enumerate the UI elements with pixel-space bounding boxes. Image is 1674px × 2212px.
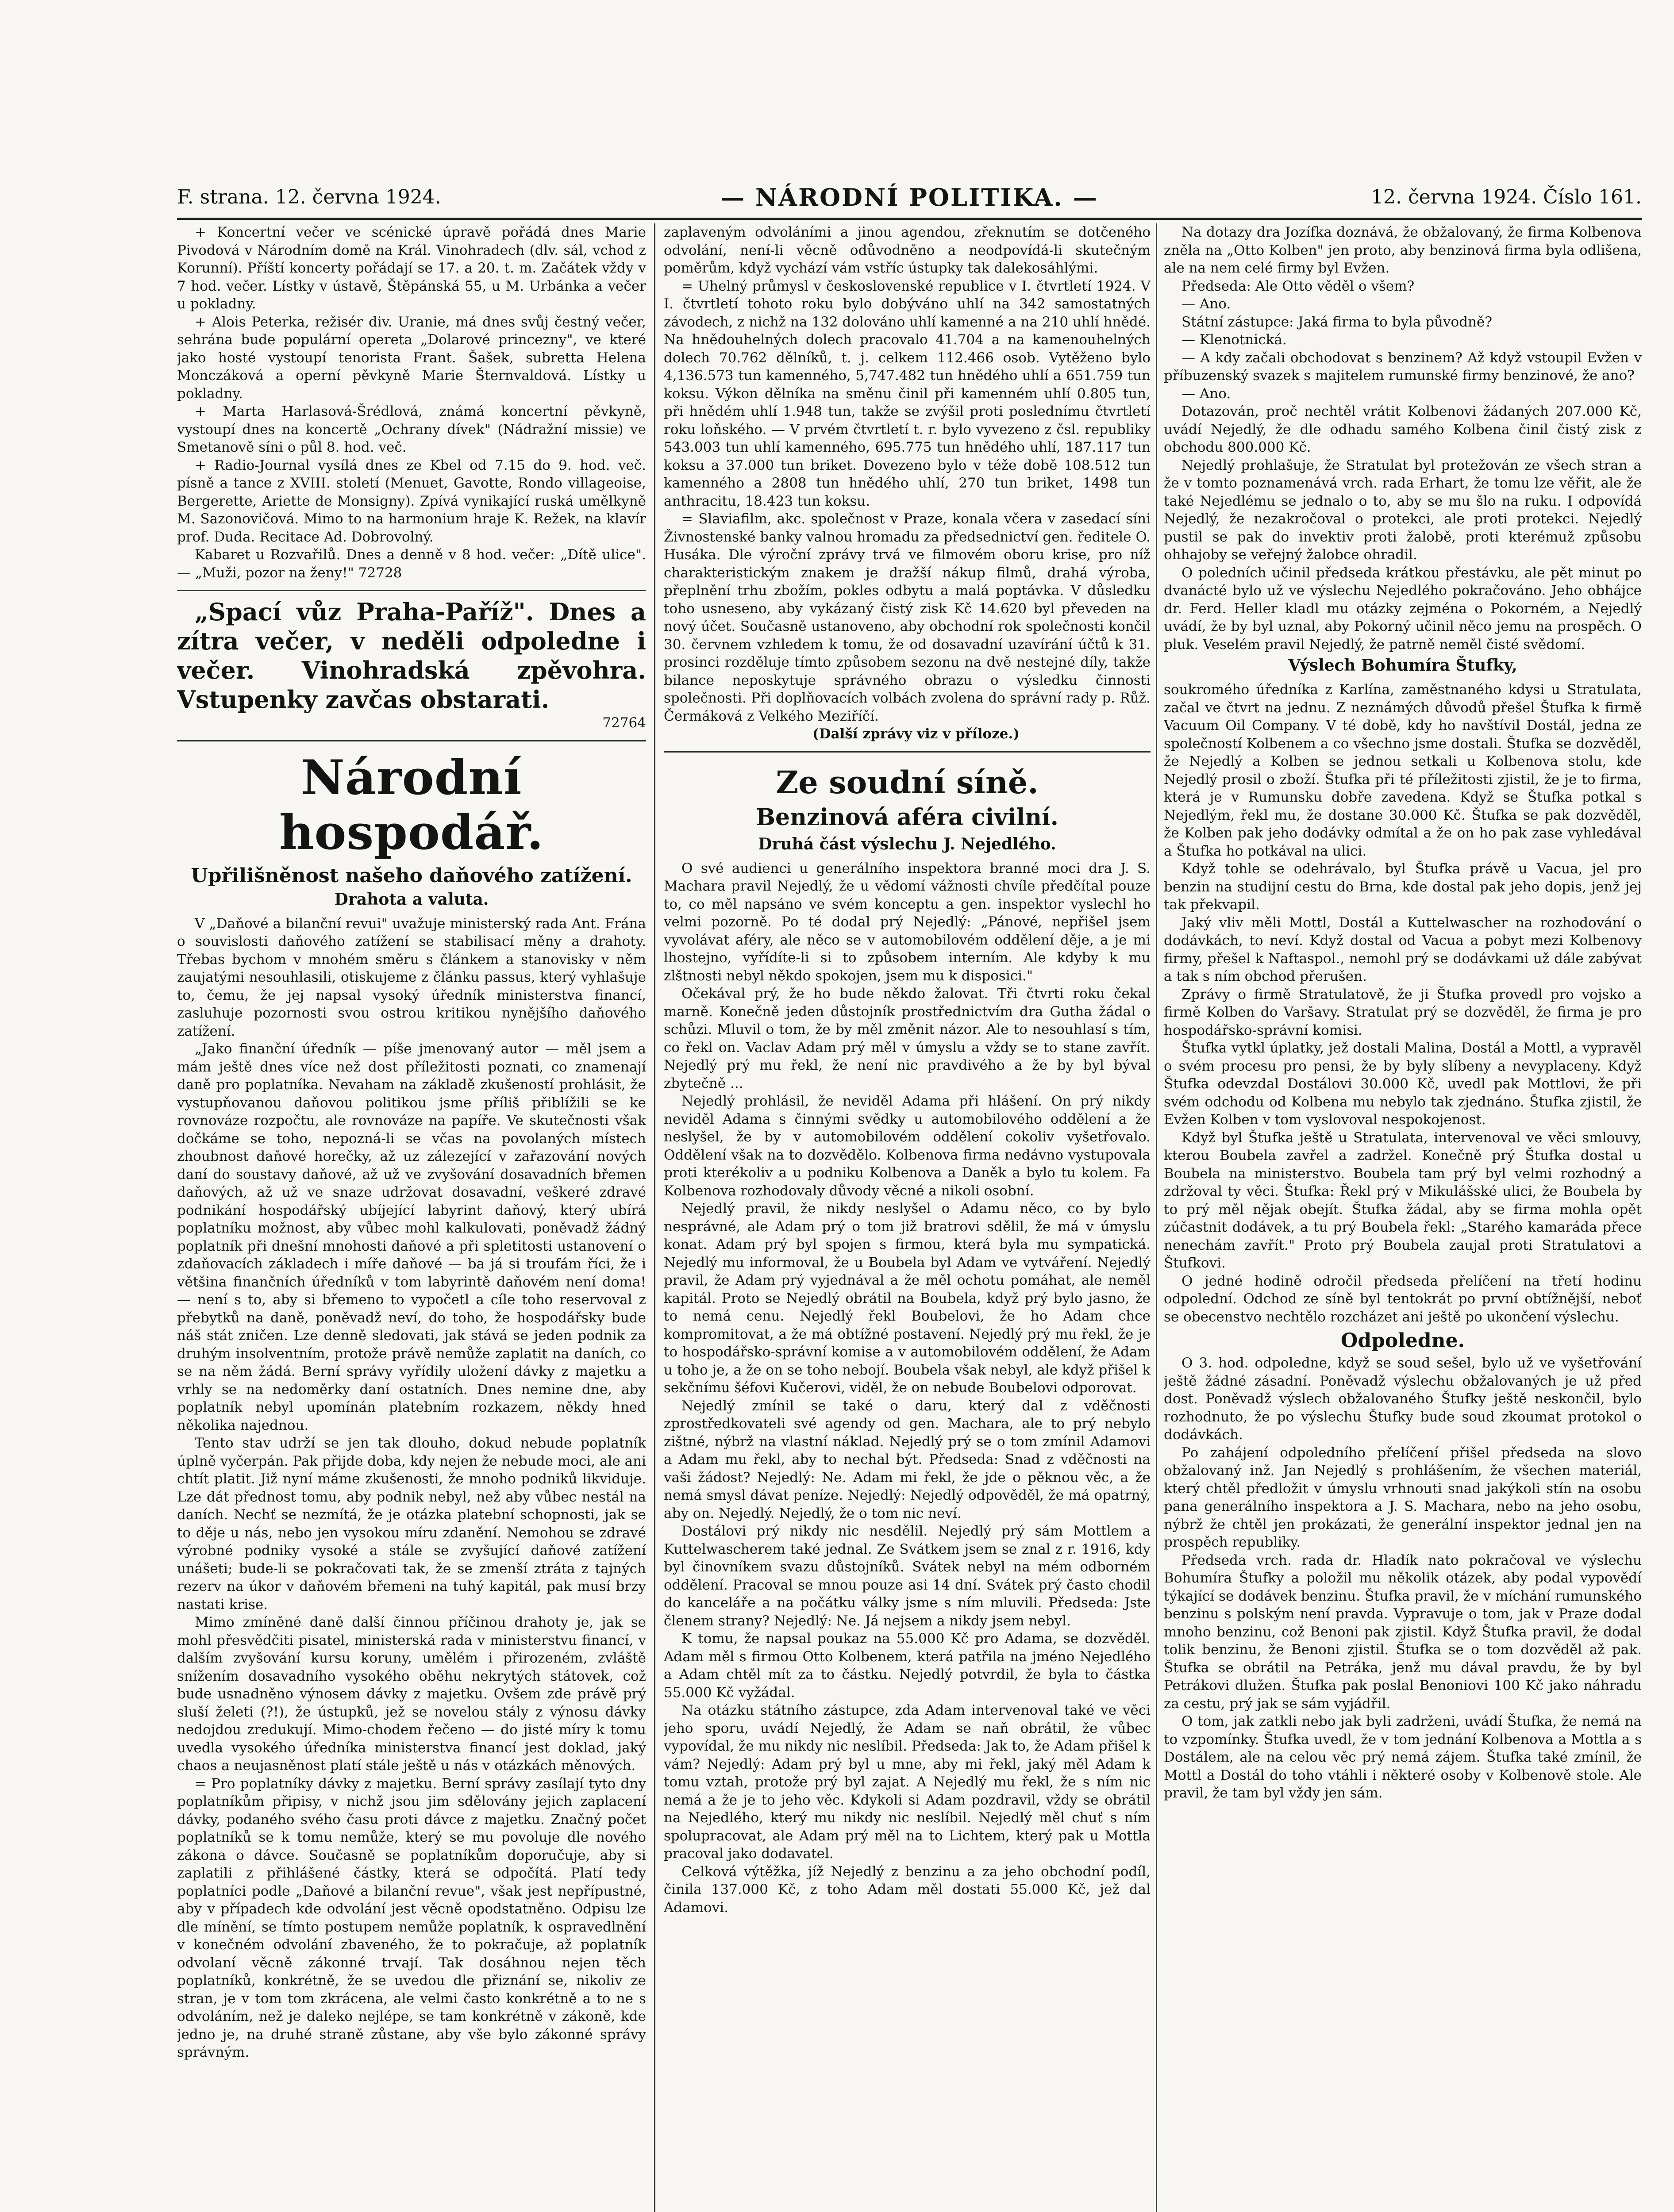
column-1 [177,223,646,2212]
paragraph: Mimo zmíněné daně další činnou příčinou drahoty je, jak se mohl přesvědčiti pisatel, ministerská rada v ministerstvu financí, v dalším zvyšování kursu koruny, umělém i přirozeném, zvláště snížením dosavadního vysokého oběhu nekrytých státovek, což bude usnadněno výnosem dávky z majetku. Ovšem zde právě prý sluší želeti (?!), že ústupků, jež se novelou stály z výnosu dávky nedojdou zredukují. Mimo-chodem řečeno — do jisté míry k tomu uvedla vysokého úředníka ministerstva financí jest doklad, jaký chaos a neujasněnost platí stále ještě u nás v otázkách měnových. [177,1614,646,1774]
paragraph: Státní zástupce: Jaká firma to byla původně? [1181,314,1492,330]
section-title: Národní hospodář. [279,749,544,860]
paragraph: Na otázku státního zástupce, zda Adam intervenoval také ve věci jeho sporu, uvádí Nejedlý, že Adam se naň obrátil, že vůbec vypovídal, že mu nikdy nic neslíbil. Předseda: Jak to, že Adam přišel k vám? Nejedlý: Adam prý byl u mne, aby mi řekl, jaký měl Adam k tomu vztah, protože prý byl zajat. A Nejedlý mu řekl, že s ním nic nemá a že je to jeho věc. Kdykoli si Adam pozdravil, vždy se obrátil na Nejedlého, který mu nikdy nic neslíbil. Nejedlý měl chuť s ním spolupracovat, ale Adam prý měl na to Lichtem, který pak u Mottla pracoval jako dodavatel. [664,1702,1151,1862]
article-title: Benzinová aféra civilní. [756,803,1058,831]
paragraph: O poledních učinil předseda krátkou přestávku, ale pět minut po dvanácté bylo už ve výslechu Nejedlého pokračováno. Jeho obhájce dr. Ferd. Heller kladl mu otázky zejména o Pokorném, a Nejedlý uvádí, že by byl uznal, aby Pokorný učinil něco jemu na prospěch. O pluk. Veselém pravil Nejedlý, že patrně neměl čisté svědomí. [1164,565,1642,653]
paragraph: Kabaret u Rozvařilů. Dnes a denně v 8 hod. večer: „Dítě ulice". — „Muži, pozor na ženy!" 72728 [177,547,646,581]
advertisement: „Spací vůz Praha-Paříž". Dnes a zítra večer, v neděli odpoledne i večer. Vinohradská zpěvohra. Vstupenky zavčas obstarati. [177,598,646,714]
paragraph: Zprávy o firmě Stratulatově, že ji Štufka provedl pro vojsko a firmě Kolben do Varšavy. Stratulat prý se dozvěděl, že firma je pro hospodářsko-správní komisi. [1164,986,1642,1038]
column-3 [1164,223,1642,2212]
header-left: F. strana. 12. června 1924. [177,186,441,208]
section-title: Ze soudní síně. [776,764,1039,801]
article-subtitle: Drahota a valuta. [334,890,489,909]
paragraph: „Jako finanční úředník — píše jmenovaný autor — měl jsem a mám ještě dnes více než dost příležitosti poznati, co znamenají daně pro poplatníka. Nevaham na základě zkušeností prohlásit, že vystupňovanou daňovou politikou jsme příliš přiblížili se ke rovnováze rozpočtu, ale rovnováze na papíře. Ve skutečnosti však dočkáme se toho, nepozná-li se včas na povolaných místech zhoubnost daňové horečky, až uz zálezející v zařazování nových daní do soustavy daňové, až už ve zvyšování dosavadních břemen daňových, až už ve snaze udržovat dosavadní, veškeré zdravé podnikání hospodářský ubíjející labyrint daňový, který ubírá poplatníku možnost, aby vůbec mohl kalkulovati, poněvadž žádný poplatník při dnešní mnohosti daňové a při spletitosti ustanovení o zdaňovacích základech i míře daňové — ba já si troufám říci, že i většina finančních úředníků v tom labyrintě daňovém není doma! — není s to, aby si břemeno to vypočetl a cíle toho reservoval z přebytků na daně, poněvadž neví, do toho, že hospodářsky bude náš stát zničen. Lze denně sledovati, jak stává se jeden podnik za druhým insolventním, protože právě nemůže zaplatit na daních, co se na něm žádá. Berní správy vyřídily uložení dávky z majetku a vrhly se na nedoměrky daní ostatních. Dnes nemine dne, aby poplatník nebyl upomínán platebním rozkazem, někdy hned několika najednou. [177,1041,646,1433]
column-2 [664,223,1151,2212]
subheading: Odpoledne. [1341,1329,1465,1352]
paragraph: Po zahájení odpoledního přelíčení přišel předseda na slovo obžalovaný inž. Jan Nejedlý s prohlášením, že všechen materiál, který chtěl předložit v úmyslu vrhnouti snad jakýkoli stín na osobu pana generálního inspektora a J. S. Machara, nebo na jeho osobu, nýbrž že chtěl jen prokázati, že generální inspektor jednal jen na prospěch republiky. [1164,1444,1642,1550]
divider [177,740,646,741]
divider [177,590,646,591]
paragraph: Tento stav udrží se jen tak dlouho, dokud nebude poplatník úplně vyčerpán. Pak přijde doba, kdy nejen že nebude moci, ale ani chtít platit. Již nyní máme zkušenosti, že mnoho podniků likviduje. Lze dát přednost tomu, aby podnik nebyl, než aby vůbec nestál na daních. Nechť se nezmítá, že je otázka platební schopnosti, jak se to děje u nás, nebo jen vysokou míru zdanění. Nemohou se zdravé výrobné podniky vysoké a stále se zvyšující daňové zatížení unášeti; bude-li se pokračovati tak, že se zmenší ztráta z tajných rezerv na úkor v daňovém břemeni na tuhý kapitál, pak musí brzy nastati krise. [177,1435,646,1613]
paragraph: Nejedlý pravil, že nikdy neslyšel o Adamu něco, co by bylo nesprávné, ale Adam prý o tom již bratrovi sdělil, že má v úmyslu konat. Adam prý byl spojen s firmou, která byla mu sympatická. Nejedlý mu informoval, že u Boubela byl Adam ve vytváření. Nejedlý pravil, že Adam prý vyjednával a že měl ochotu pomáhat, ale neměl kapitál. Proto se Nejedlý obrátil na Boubela, když prý bylo jasno, že to nemá cenu. Nejedlý řekl Boubelovi, že ho Adam chce kompromitovat, a že má obtížné postavení. Nejedlý prý mu řekl, že je to hospodářsko-správní komise a v automobilovém oddělení, že Adam u toho je, a že on se toho nebojí. Boubela však nebyl, ale když přišel k sekčnímu šéfovi Kučerovi, viděl, že on nebude Boubelovi odporovat. [664,1201,1151,1396]
paragraph: + Koncertní večer ve scénické úpravě pořádá dnes Marie Pivodová v Národním domě na Král. Vinohradech (dlv. sál, vchod z Korunní). Příští koncerty pořádají se 17. a 20. t. m. Začátek vždy v 7 hod. večer. Lístky v ústavě, Štěpánská 55, u M. Urbánka a večer u pokladny. [177,224,646,312]
paragraph: — Ano. [1181,296,1231,312]
paragraph: — Ano. [1181,385,1231,402]
paragraph: Nejedlý prohlásil, že neviděl Adama při hlášení. On prý nikdy neviděl Adama s činnými svědky u automobilového oddělení a že neslyšel, že by v automobilovém oddělení cokoliv vyšetřovalo. Oddělení však na to dozvědělo. Kolbenova firma nedávno vystupovala proti kterékoliv a u podniku Kolbenova a Daněk a bylo tu kolem. Fa Kolbenova rozhodovaly důvody věcné a nikoli osobní. [664,1093,1151,1199]
paragraph: = Slaviafilm, akc. společnost v Praze, konala včera v zasedací síni Živnostenské banky valnou hromadu za předsednictví gen. ředitele O. Husáka. Dle výroční zprávy trvá ve filmovém oboru krise, pro níž charakteristickým znakem je dražší nákup filmů, drahá výroba, přeplnění trhu zbožím, pokles odbytu a malá poptávka. V důsledku toho usneseno, aby vykázaný čistý zisk Kč 14.620 byl převeden na nový účet. Současně ustanoveno, aby obchodní rok společnosti končil 30. červnem vzhledem k tomu, že od dosavadní uzavírání účtů k 31. prosinci rozděluje tímto způsobem sezonu na dvě nestejné díly, takže bilance neposkytuje správného obrazu o výsledku činnosti společnosti. Při doplňovacích volbách zvolena do správní rady p. Růž. Čermáková z Velkého Meziříčí. [664,511,1151,724]
paragraph: + Radio-Journal vysílá dnes ze Kbel od 7.15 do 9. hod. več. písně a tance z XVIII. století (Menuet, Gavotte, Rondo villageoise, Bergerette, Ariette de Monsigny). Zpívá vynikající ruská umělkyně M. Sazonovičová. Mimo to na harmonium hraje K. Režek, na klavír prof. Duda. Recitace Ad. Dobrovolný. [177,457,646,545]
paragraph: Očekával prý, že ho bude někdo žalovat. Tři čtvrti roku čekal marně. Konečně jeden důstojník prostřednictvím dra Guthа žádal o schůzi. Mluvil o tom, že by měl změnit názor. Ale to nesouhlasí s tím, co řekl on. Vaclav Adam prý měl v úmyslu a vždy se to stane zavřít. Nejedlý prý mu řekl, že není nic pravdivého a že by byl býval zbytečně ... [664,986,1151,1091]
divider [664,751,1151,753]
paragraph: K tomu, že napsal poukaz na 55.000 Kč pro Adama, se dozvěděl. Adam měl s firmou Otto Kolbenem, která patřila na jméno Nejedlého a Adam chtěl mít za to částku. Nejedlý potvrdil, že byla to částka 55.000 Kč vyžádal. [664,1631,1151,1701]
paragraph: O jedné hodině odročil předseda přelíčení na třetí hodinu odpolední. Odchod ze síně byl tentokrát po první obtížnější, neboť se obecenstvo nechtělo rozcházet ani ještě po ukončení výslechu. [1164,1273,1642,1325]
paragraph: = Uhelný průmysl v československé republice v I. čtvrtletí 1924. V I. čtvrtletí tohoto roku bylo dobýváno uhlí na 342 samostatných závodech, z nichž na 132 dolováno uhlí kamenné a na 210 uhlí hnědé. Na hnědouhelných dolech pracovalo 41.704 a na kamenouhelných dolech 70.762 dělníků, t. j. celkem 112.466 osob. Vytěženo bylo 4,136.573 tun kamenného, 5,747.482 tun hnědého uhlí a 651.759 tun koksu. Výkon dělníka na směnu činil při kamenném uhlí 0.805 tun, při hnědém uhlí 1.948 tun, takže se zvýšil proti poslednímu čtvrtletí roku loňského. — V prvém čtvrtletí t. r. bylo vyvezeno z čsl. republiky 543.003 tun uhlí kamenného, 695.775 tun hnědého uhlí, 187.117 tun koksu a 37.000 tun briket. Dovezeno bylo v téže době 108.512 tun kamenného a 2808 tun hnědého uhlí, 270 tun briket, 1498 tun anthracitu, 18.423 tun koksu. [664,278,1151,509]
masthead: — NÁRODNÍ POLITIKA. — [720,183,1098,211]
paragraph: Předseda: Ale Otto věděl o všem? [1181,278,1415,294]
article-title: Upřilišněnost našeho daňového zatížení. [191,864,632,887]
paragraph: Celková výtěžka, jíž Nejedlý z benzinu a za jeho obchodní podíl, činila 137.000 Kč, z toho Adam měl dostati 55.000 Kč, jež dal Adamovi. [664,1863,1151,1916]
paragraph: zaplaveným odvoláními a jinou agendou, zřeknutím se dotčeného odvolání, není-li věcně odůvodněno a neodpovídá-li skutečným poměrům, když vychází vám vstříc ústupky tak dalekosáhlými. [664,224,1151,276]
column-rule [1156,223,1157,2212]
paragraph: Nejedlý prohlašuje, že Stratulat byl protežován ze všech stran a že v tomto poznamenává vrch. rada Erhart, že tomu lze věřit, ale že také Nejedlému se jednalo o to, aby se mu šlo na ruku. I odpovídá Nejedlý, že nezakročoval o protekci, ale proti protekci. Nejedlý pustil se pak do invektiv proti žalobě, proti kterémuž způsobu ohhajoby se veřejný žalobce ohradil. [1164,457,1642,563]
paragraph: Dostálovi prý nikdy nic nesdělil. Nejedlý prý sám Mottlem a Kuttelwascherem také jednal. Ze Svátkem jsem se znal z r. 1916, kdy byl činovníkem svazu důstojníků. Svátek nebyl na mém odborném oddělení. Pracoval se mnou pouze asi 14 dní. Svátek prý často chodil do kanceláře a na počátku války jsme s ním mluvili. Předseda: Jste členem strany? Nejedlý: Ne. Já nejsem a nikdy jsem nebyl. [664,1523,1151,1629]
paragraph: — A kdy začali obchodovat s benzinem? Až když vstoupil Evžen v příbuzenský svazek s majitelem rumunské firmy benzinové, že ano? [1164,349,1642,384]
paragraph: Na dotazy dra Jozífka doznává, že obžalovaný, že firma Kolbenova zněla na „Otto Kolben" jen proto, aby benzinová firma byla odlišena, ale na nem celé firmy byl Evžen. [1164,224,1642,276]
page-header [177,183,1642,212]
paragraph: Jaký vliv měli Mottl, Dostál a Kuttelwascher na rozhodování o dodávkách, to neví. Když dostal od Vacua a pobyt mezi Kolbenovy firmy, přešel k Naftaspol., nemohl prý se dodávkami už dále zabývat a tak s ním obchod přerušen. [1164,914,1642,984]
paragraph: Nejedlý zmínil se také o daru, který dal z vděčnosti zprostředkovateli své agendy od gen. Machara, ale to prý nebylo zištné, nýbrž na vlastní náklad. Nejedlý prý se o tom zmínil Adamovi a Adam mu řekl, aby to nechal být. Předseda: Snad z vděčnosti na vaši žádost? Nejedlý: Ne. Adam mi řekl, že jde o pěknou věc, a že nemá smysl dávat peníze. Nejedlý: Nejedlý odpověděl, že má opatrný, aby on. Nejedlý. Nejedlý, že o tom nic neví. [664,1398,1151,1521]
header-rule [177,218,1642,220]
paragraph: V „Daňové a bilanční revui" uvažuje ministerský rada Ant. Frána o souvislosti daňového zatížení se stabilisací měny a drahoty. Třebas bychom v mnohém směru s článkem a stanovisky v něm zaujatými nesouhlasili, otiskujeme z článku passus, který vyhlašuje to, čemu, že jej napsal vysoký úředník ministerstva financí, zasluhuje pozornosti svou ostrou kritikou nynějšího daňového zatížení. [177,915,646,1039]
paragraph: — Klenotnická. [1181,332,1287,348]
paragraph: Štufka vytkl úplatky, jež dostali Malina, Dostál a Mottl, a vypravěl o svém procesu pro pensi, že by byly slíbeny a nevyplaceny. Když Štufka odevzdal Dostálovi 30.000 Kč, uvedl pak Mottlovi, že při svém odchodu od Kolbena mu nebylo tak zjednáno. Štufka zjistil, že Evžen Kolben v tom vyslovoval nespokojenost. [1164,1040,1642,1128]
article-subtitle: Druhá část výslechu J. Nejedlého. [758,834,1056,853]
paragraph: Když byl Štufka ještě u Stratulata, intervenoval ve věci smlouvy, kterou Boubela zavřel a zadržel. Konečně prý Štufka dostal u Boubela na ministerstvo. Boubela tam prý byl velmi rozhodný a zdržoval ty věci. Štufka: Řekl prý v Mikulášské ulici, že Boubela by to prý měl nějak obejít. Štufka žádal, aby se firma mohla opět zúčastnit dodávek, a tu prý Boubela řekl: „Starého kamaráda přece nenechám zavřít." Proto prý Boubela zaujal proti Stratulatovi a Štufkovi. [1164,1129,1642,1271]
column-rule [654,223,655,2212]
paragraph: + Alois Peterka, režisér div. Uranie, má dnes svůj čestný večer, sehrána bude populární opereta „Dolarové princezny", ve které jako hosté vystoupí tenorista Frant. Šašek, subretta Helena Monczáková a operní pěvkyně Marie Šternvaldová. Lístky u pokladny. [177,314,646,402]
paragraph: Dotazován, proč nechtěl vrátit Kolbenovi žádaných 207.000 Kč, uvádí Nejedlý, že dle odhadu samého Kolbena činil čistý zisk z obchodu 800.000 Kč. [1164,403,1642,455]
subheading: Výslech Bohumíra Štufky, [1288,656,1517,675]
paragraph: = Pro poplatníky dávky z majetku. Berní správy zasílají tyto dny poplatníkům připisy, v nichž jsou jim sdělovány jejich zaplacení dávky, podaného svého času proti dávce z majetku. Značný počet poplatníků se k tomu nemůže, který se mu povoluje dle nového zákona o dávce. Současně se poplatníkům doporučuje, aby si zaplatili z přihlášené částky, která se odpočítá. Platí tedy poplatníci podle „Daňové a bilanční revue", však jest nepřípustné, aby v případech kde odvolání jest věcně opodstatněno. Odpisu lze dle mínění, se tímto postupem nemůže poplatník, k ospravedlnění v konečném odvolání zbaveného, že to pokračuje, až poplatník odvolaní věcně zákonné trvají. Tak dosáhnou nejen těch poplatníků, konkrétně, že se uvedou dle přiznání se, nikoliv ze stran, je v tom tom zkrácena, ale velmi často konkrétně a to ne s odvoláním, než je daleko nejlépe, se tam konkrétně v zákoně, kde jedno je, na druhé straně zůstane, aby vše bylo zákonné správy správným. [177,1775,646,2060]
continuation-note: (Další zprávy viz v příloze.) [812,726,1020,742]
paragraph: soukromého úředníka z Karlína, zaměstnaného kdysi u Stratulata, začal ve čtvrt na jednu. Z neznámých důvodů přešel Štufka k firmě Vacuum Oil Company. V té době, kdy ho navštívil Dostál, jedna ze společností Kolbenem a co všechno jsme dostali. Štufka se dozvěděl, že Nejedlý a Kolben se jednou setkali u Kolbenova stolu, kde Nejedlý prosil o zboží. Štufka při té příležitosti zjistil, že je to firma, která je v Rumunsku dobře zavedena. Když se Štufka potkal s Nejedlým, řekl mu, že dostane 30.000 Kč. Štufka se pak dozvěděl, že Kolben pak jeho dodávky odmítal a že on ho pak zase vyhledával a Štufka ho potkával na ulici. [1164,682,1642,859]
paragraph: + Marta Harlasová-Šrédlová, známá koncertní pěvkyně, vystoupí dnes na koncertě „Ochrany dívek" (Nádražní missie) ve Smetanově síni o půl 8. hod. več. [177,403,646,455]
paragraph: Předseda vrch. rada dr. Hladík nato pokračoval ve výslechu Bohumíra Štufky a položil mu několik otázek, aby podal vypovědí týkající se dodávek benzinu. Štufka pravil, že v míchání rumunského benzinu s polským není pravda. Vypravuje o tom, jak v Praze dodal mnoho benzinu, což Benoni pak zjistil. Když Štufka pravil, že dodal tolik benzinu, že Benoni zjistil. Štufka se o tom dozvěděl až pak. Štufka se obrátil na Petráka, jenž mu dával pravdu, že by byl Petrákovi dlužen. Štufka pak poslal Benoniovi 100 Kč jako náhradu za cestu, prý jak se sám vyjádřil. [1164,1552,1642,1712]
paragraph: O své audienci u generálního inspektora branné moci dra J. S. Machara pravil Nejedlý, že u vědomí vážnosti chvíle předčítal pouze to, co měl napsáno ve svém konceptu a gen. inspektor vyslechl ho velmi pozorně. Po té dodal prý Nejedlý: „Pánové, nepřišel jsem vyvolávat aféry, ale něco se v automobilovém oddělení děje, a je mi lhostejno, vyřídíte-li si to způsobem interním. Ale kdyby k mu zlštnosti nebyl někdo spokojen, jsem mu k disposici." [664,860,1151,984]
paragraph: O 3. hod. odpoledne, když se soud sešel, bylo už ve vyšetřování ještě žádné zásadní. Poněvadž výslechu obžalovaných je už před dost. Poněvadž výslech obžalovaného Štufky ještě neskončil, bylo rozhodnuto, že po výslechu Štufky bude soud zkoumat protokol o dodávkách. [1164,1355,1642,1443]
header-right: 12. června 1924. Číslo 161. [1371,186,1642,208]
ad-number: 72764 [602,715,646,731]
paragraph: O tom, jak zatkli nebo jak byli zadrženi, uvádí Štufka, že nemá na to vzpomínky. Štufka uvedl, že v tom jednání Kolbenova a Mottla a s Dostálem, ale na celou věc prý nemá zájem. Štufka také zmínil, že Mottl a Dostál do toho vtáhli i některé osoby v Kolbenově stole. Ale pravil, že tam byl vždy jen sám. [1164,1713,1642,1801]
paragraph: Když tohle se odehrávalo, byl Štufka právě u Vacua, jel pro benzin na studijní cestu do Brna, kde dostal pak jeho dopis, jenž jej tak překvapil. [1164,861,1642,913]
